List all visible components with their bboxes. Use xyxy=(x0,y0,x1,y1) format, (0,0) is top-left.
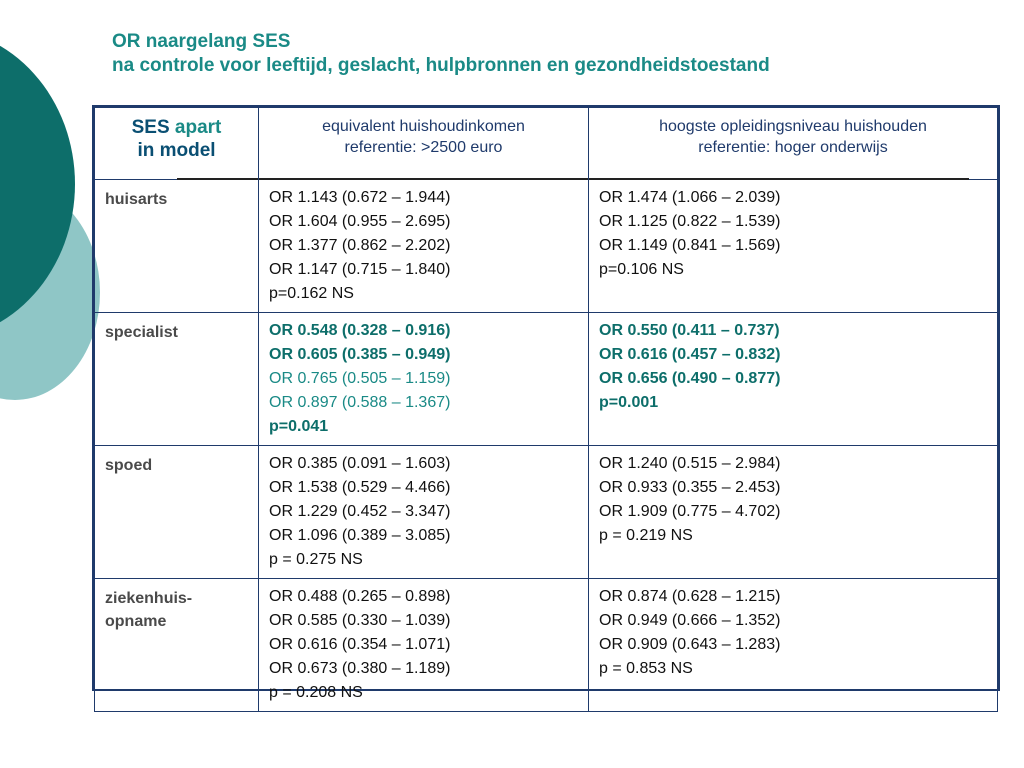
cell-line: OR 0.949 (0.666 – 1.352) xyxy=(599,612,781,629)
header-education-line-1: hoogste opleidingsniveau huishouden xyxy=(659,118,927,135)
income-cell xyxy=(259,446,589,579)
cell-line: OR 0.874 (0.628 – 1.215) xyxy=(599,588,781,605)
cell-line: p=0.041 xyxy=(269,418,329,435)
cell-line: OR 1.909 (0.775 – 4.702) xyxy=(599,503,781,520)
cell-line: OR 0.605 (0.385 – 0.949) xyxy=(269,346,451,363)
header-income-line-1: equivalent huishoudinkomen xyxy=(322,118,525,135)
cell-line: p = 0.853 NS xyxy=(599,660,693,677)
cell-line: OR 0.765 (0.505 – 1.159) xyxy=(269,370,451,387)
cell-line: OR 0.673 (0.380 – 1.189) xyxy=(269,660,451,677)
header-ses-word: SES xyxy=(131,117,170,138)
row-label: huisarts xyxy=(95,180,259,313)
cell-line: OR 0.585 (0.330 – 1.039) xyxy=(269,612,451,629)
income-cell xyxy=(259,180,589,313)
table-row xyxy=(95,313,998,446)
header-ses-cell xyxy=(95,108,259,180)
cell-line: OR 1.149 (0.841 – 1.569) xyxy=(599,237,781,254)
header-education-cell xyxy=(589,108,998,180)
cell-line: OR 1.377 (0.862 – 2.202) xyxy=(269,237,451,254)
education-cell xyxy=(589,446,998,579)
cell-line: p=0.106 NS xyxy=(599,261,684,278)
header-in-model: in model xyxy=(137,140,216,161)
cell-line: OR 0.909 (0.643 – 1.283) xyxy=(599,636,781,653)
row-label-line-1: ziekenhuis- xyxy=(105,590,193,607)
cell-line: p = 0.275 NS xyxy=(269,551,363,568)
cell-line: OR 0.656 (0.490 – 0.877) xyxy=(599,370,781,387)
table-row xyxy=(95,579,998,712)
cell-line: OR 0.385 (0.091 – 1.603) xyxy=(269,455,451,472)
cell-line: OR 0.550 (0.411 – 0.737) xyxy=(599,322,780,339)
cell-line: OR 0.548 (0.328 – 0.916) xyxy=(269,322,451,339)
cell-line: OR 1.147 (0.715 – 1.840) xyxy=(269,261,451,278)
row-label: specialist xyxy=(95,313,259,446)
cell-line: p=0.162 NS xyxy=(269,285,354,302)
cell-line: OR 1.125 (0.822 – 1.539) xyxy=(599,213,781,230)
education-cell xyxy=(589,579,998,712)
cell-line: OR 0.616 (0.457 – 0.832) xyxy=(599,346,781,363)
table-row xyxy=(95,446,998,579)
table-header-row xyxy=(95,108,998,180)
header-underline xyxy=(177,178,258,180)
row-label: spoed xyxy=(95,446,259,579)
slide-title xyxy=(112,30,770,78)
education-cell xyxy=(589,180,998,313)
header-underline xyxy=(589,178,969,180)
header-apart-word: apart xyxy=(174,117,222,138)
title-line-1: OR naargelang SES xyxy=(112,31,291,52)
cell-line: p = 0.208 NS xyxy=(269,684,363,701)
header-education-line-2: referentie: hoger onderwijs xyxy=(698,139,888,156)
table-row xyxy=(95,180,998,313)
cell-line: p=0.001 xyxy=(599,394,659,411)
row-label xyxy=(95,579,259,712)
cell-line: p = 0.219 NS xyxy=(599,527,693,544)
header-income-cell xyxy=(259,108,589,180)
cell-line: OR 1.474 (1.066 – 2.039) xyxy=(599,189,781,206)
education-cell xyxy=(589,313,998,446)
cell-line: OR 1.604 (0.955 – 2.695) xyxy=(269,213,451,230)
header-income-line-2: referentie: >2500 euro xyxy=(344,139,503,156)
cell-line: OR 1.143 (0.672 – 1.944) xyxy=(269,189,451,206)
income-cell xyxy=(259,579,589,712)
results-table xyxy=(92,105,1000,701)
cell-line: OR 0.488 (0.265 – 0.898) xyxy=(269,588,451,605)
row-label-line-2: opname xyxy=(105,613,167,630)
cell-line: OR 0.933 (0.355 – 2.453) xyxy=(599,479,781,496)
cell-line: OR 0.616 (0.354 – 1.071) xyxy=(269,636,451,653)
cell-line: OR 0.897 (0.588 – 1.367) xyxy=(269,394,451,411)
cell-line: OR 1.240 (0.515 – 2.984) xyxy=(599,455,781,472)
cell-line: OR 1.538 (0.529 – 4.466) xyxy=(269,479,451,496)
header-underline xyxy=(259,178,588,180)
cell-line: OR 1.096 (0.389 – 3.085) xyxy=(269,527,451,544)
cell-line: OR 1.229 (0.452 – 3.347) xyxy=(269,503,451,520)
title-line-2: na controle voor leeftijd, geslacht, hulpbronnen en gezondheidstoestand xyxy=(112,55,770,76)
income-cell xyxy=(259,313,589,446)
